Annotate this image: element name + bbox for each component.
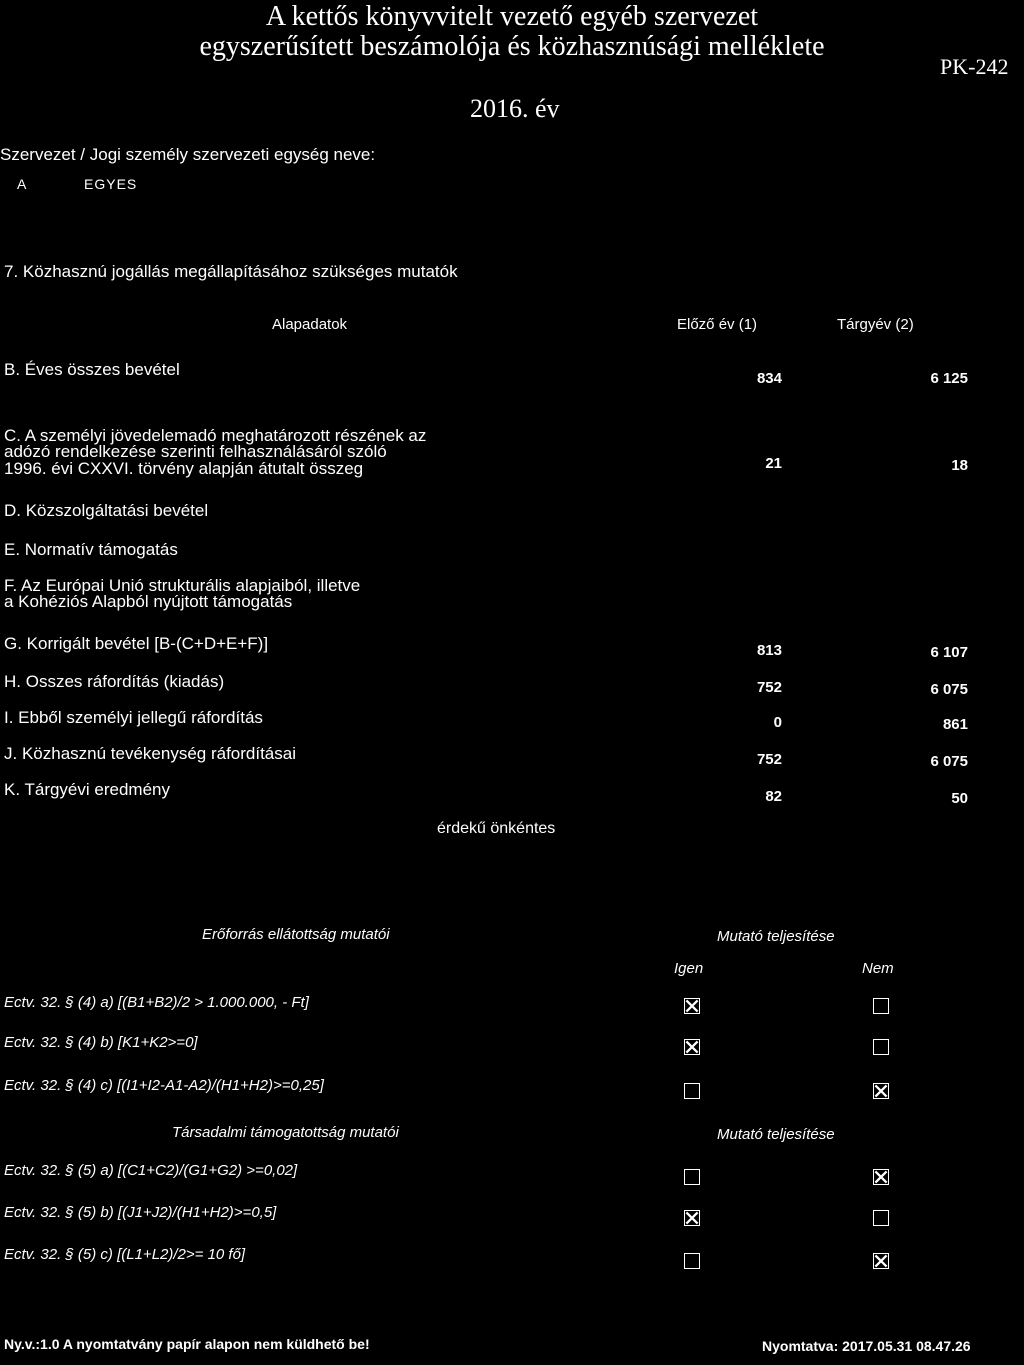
check-cross-icon	[685, 999, 699, 1013]
social-item-b-no-checkbox[interactable]	[873, 1210, 889, 1226]
row-i-curr: 861	[942, 716, 968, 733]
org-name-part1: A	[17, 176, 27, 192]
row-k-prev: 82	[765, 788, 782, 805]
col-header-prev: Előző év (1)	[677, 316, 758, 333]
resource-item-c-yes-checkbox[interactable]	[684, 1083, 700, 1099]
yes-col-header: Igen	[674, 960, 704, 977]
resource-item-b-label: Ectv. 32. § (4) b) [K1+K2>=0]	[4, 1034, 198, 1051]
row-c-label-2: adózó rendelkezése szerinti felhasználásáról szóló	[4, 442, 387, 461]
row-d-label: D. Közszolgáltatási bevétel	[4, 501, 209, 520]
row-j-label: J. Közhasznú tevékenység ráfordításai	[4, 744, 296, 763]
row-c-label-1: C. A személyi jövedelemadó meghatározott részének az	[4, 426, 427, 445]
resource-item-a-yes-checkbox[interactable]	[684, 998, 700, 1014]
row-k-curr: 50	[951, 790, 968, 807]
resource-heading: Erőforrás ellátottság mutatói	[202, 926, 390, 943]
resource-item-b-yes-checkbox[interactable]	[684, 1039, 700, 1055]
row-b-curr: 6 125	[930, 370, 968, 387]
footer-note: Ny.v.:1.0 A nyomtatvány papír alapon nem küldhető be!	[4, 1336, 370, 1352]
row-i-label: I. Ebből személyi jellegű ráfordítás	[4, 708, 263, 727]
social-fulfil-heading: Mutató teljesítése	[717, 1126, 835, 1143]
row-c-label-3: 1996. évi CXXVI. törvény alapján átutalt összeg	[4, 459, 364, 478]
row-g-prev: 813	[756, 642, 782, 659]
resource-item-a-label: Ectv. 32. § (4) a) [(B1+B2)/2 > 1.000.000, - Ft]	[4, 994, 309, 1011]
social-item-c-no-checkbox[interactable]	[873, 1253, 889, 1269]
row-h-label: H. Osszes ráfordítás (kiadás)	[4, 672, 225, 691]
social-heading: Társadalmi támogatottság mutatói	[172, 1124, 399, 1141]
org-name-label: Szervezet / Jogi személy szervezeti egység neve:	[0, 145, 376, 164]
document-title-line1: A kettős könyvvitelt vezető egyéb szervezet	[265, 1, 759, 32]
form-code: PK-242	[940, 54, 1009, 79]
resource-item-c-label: Ectv. 32. § (4) c) [(I1+I2-A1-A2)/(H1+H2)>=0,25]	[4, 1077, 324, 1094]
report-year: 2016. év	[470, 94, 560, 123]
row-h-prev: 752	[756, 679, 782, 696]
social-item-a-label: Ectv. 32. § (5) a) [(C1+C2)/(G1+G2) >=0,02]	[4, 1162, 298, 1179]
org-name-part2: EGYES	[84, 176, 138, 192]
social-item-b-label: Ectv. 32. § (5) b) [(J1+J2)/(H1+H2)>=0,5]	[4, 1204, 277, 1221]
col-header-base: Alapadatok	[272, 316, 348, 333]
row-c-prev: 21	[765, 455, 782, 472]
row-j-prev: 752	[756, 751, 782, 768]
row-h-curr: 6 075	[930, 681, 968, 698]
volunteer-note: érdekű önkéntes	[437, 820, 556, 837]
check-cross-icon	[685, 1040, 699, 1054]
row-b-prev: 834	[756, 370, 782, 387]
social-item-c-label: Ectv. 32. § (5) c) [(L1+L2)/2>= 10 fő]	[4, 1246, 246, 1263]
check-cross-icon	[685, 1211, 699, 1225]
row-i-prev: 0	[773, 714, 782, 731]
row-f-label-1: F. Az Európai Unió strukturális alapjaiból, illetve	[4, 576, 361, 595]
check-cross-icon	[874, 1084, 888, 1098]
row-g-label: G. Korrigált bevétel [B-(C+D+E+F)]	[4, 634, 269, 653]
row-c-curr: 18	[951, 457, 968, 474]
social-item-a-no-checkbox[interactable]	[873, 1169, 889, 1185]
resource-item-b-no-checkbox[interactable]	[873, 1039, 889, 1055]
row-e-label: E. Normatív támogatás	[4, 540, 178, 559]
social-item-b-yes-checkbox[interactable]	[684, 1210, 700, 1226]
check-cross-icon	[874, 1254, 888, 1268]
footer-print-time: Nyomtatva: 2017.05.31 08.47.26	[762, 1338, 971, 1354]
resource-fulfil-heading: Mutató teljesítése	[717, 928, 835, 945]
row-j-curr: 6 075	[930, 753, 968, 770]
col-header-curr: Tárgyév (2)	[837, 316, 914, 333]
document-title-line2: egyszerűsített beszámolója és közhasznúsági melléklete	[199, 31, 825, 62]
row-g-curr: 6 107	[930, 644, 968, 661]
social-item-c-yes-checkbox[interactable]	[684, 1253, 700, 1269]
check-cross-icon	[874, 1170, 888, 1184]
social-item-a-yes-checkbox[interactable]	[684, 1169, 700, 1185]
no-col-header: Nem	[862, 960, 894, 977]
resource-item-c-no-checkbox[interactable]	[873, 1083, 889, 1099]
row-k-label: K. Tárgyévi eredmény	[4, 780, 170, 799]
resource-item-a-no-checkbox[interactable]	[873, 998, 889, 1014]
row-f-label-2: a Kohéziós Alapból nyújtott támogatás	[4, 592, 293, 611]
row-b-label: B. Éves összes bevétel	[4, 360, 180, 379]
section-title: 7. Közhasznú jogállás megállapításához szükséges mutatók	[4, 262, 458, 281]
